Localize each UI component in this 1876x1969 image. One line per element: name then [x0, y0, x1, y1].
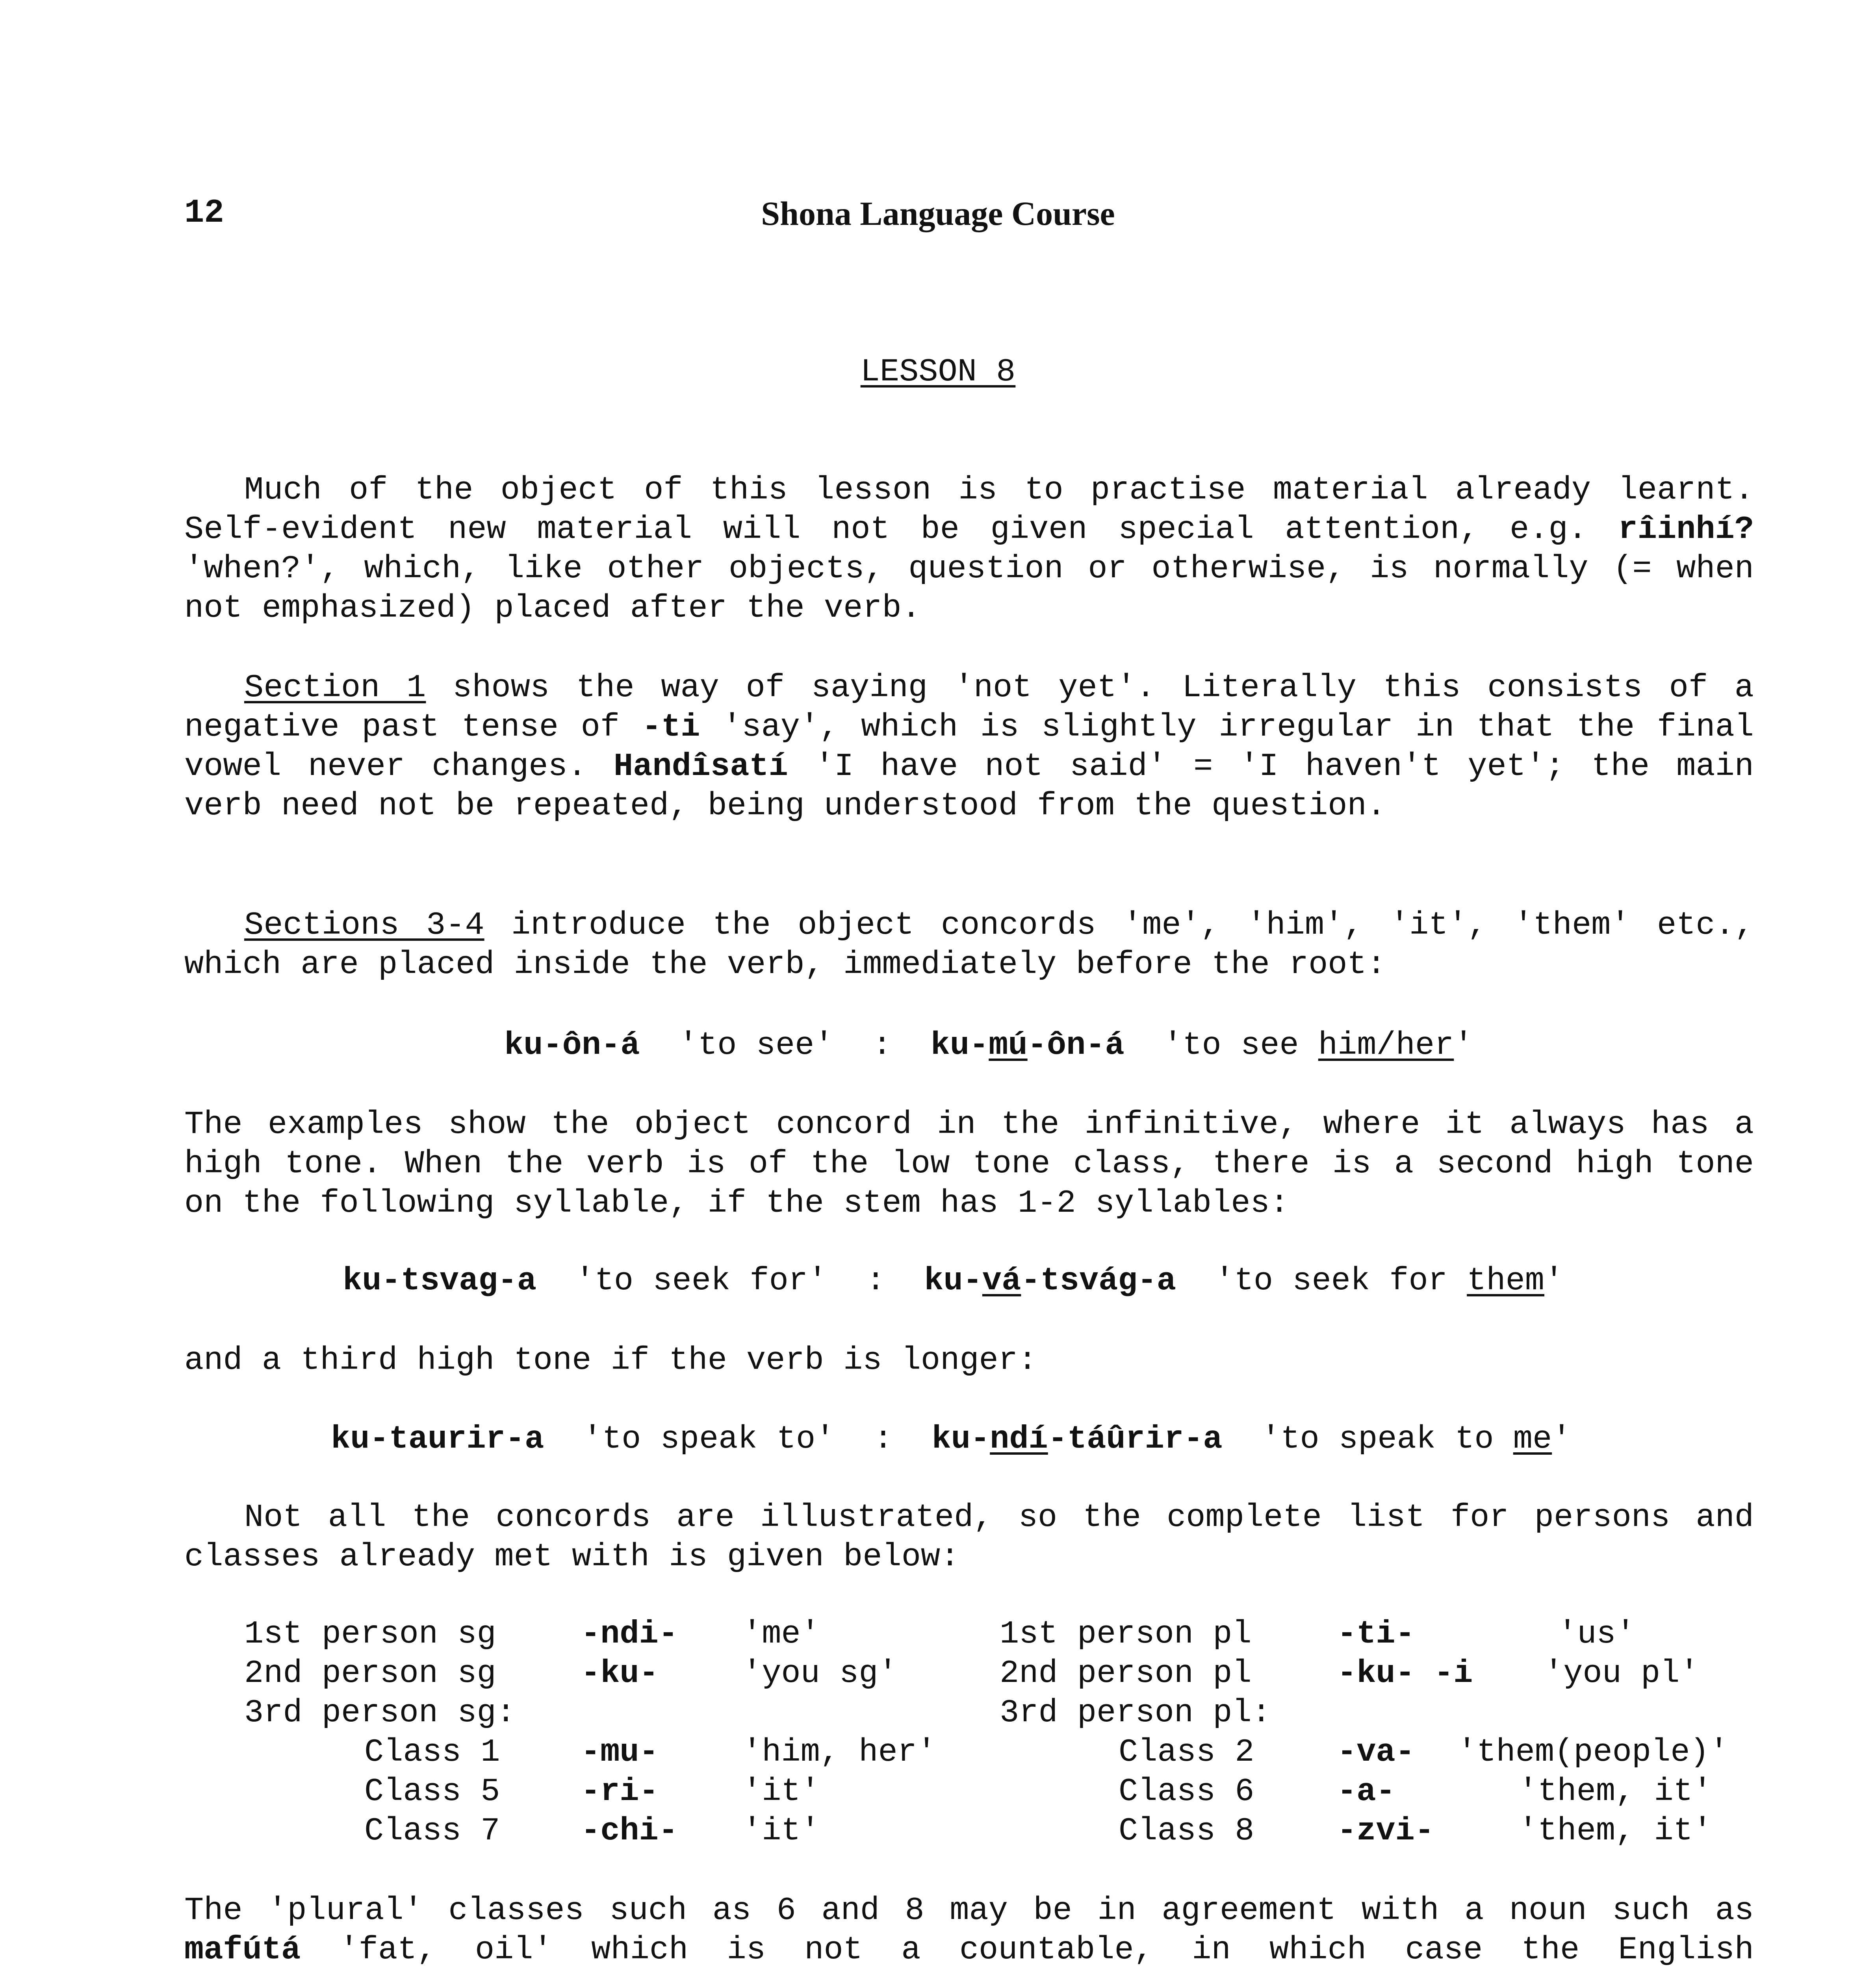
concord-row-gloss: 'me': [742, 1616, 820, 1652]
concord-row-concord: -ku-: [581, 1655, 659, 1692]
paragraph-section-1: Section 1 shows the way of saying 'not yet'. Literally this consists of a negative past tense of -ti 'say', which is slightly irregular in that the final vowel never changes. Handîsatí 'I have not said' = 'I haven't yet'; the main verb need not be repeated, being understood from the question.: [184, 669, 1754, 824]
concord-row-person: 1st person sg: [244, 1616, 496, 1652]
concord-row-gloss: 'us': [1558, 1616, 1635, 1652]
example-see: ku-ôn-á 'to see' : ku-mú-ôn-á 'to see him/her': [504, 1027, 1473, 1064]
concord-row-concord: -a-: [1337, 1773, 1395, 1810]
concord-row-gloss: 'you pl': [1544, 1655, 1699, 1692]
concord-row-person: 3rd person pl:: [1000, 1695, 1271, 1731]
concord-row-person: 2nd person pl: [1000, 1655, 1252, 1692]
concord-row-person: 2nd person sg: [244, 1655, 496, 1692]
concord-row-concord: -ndi-: [581, 1616, 678, 1652]
running-header-title: Shona Language Course: [761, 195, 1115, 232]
concord-row-concord: -zvi-: [1337, 1813, 1434, 1849]
page-number: 12: [184, 195, 224, 232]
concord-row-class: Class 7: [364, 1813, 500, 1849]
concord-row-concord: -mu-: [581, 1734, 659, 1771]
concord-row-gloss: 'them, it': [1518, 1813, 1713, 1849]
concord-row-concord: -va-: [1337, 1734, 1415, 1771]
concord-row-class: Class 1: [364, 1734, 500, 1771]
concord-row-person: 3rd person sg:: [244, 1695, 516, 1731]
lesson-title: LESSON 8: [860, 354, 1016, 390]
concord-row-concord: -ri-: [581, 1773, 659, 1810]
section-1-link: Section 1: [244, 669, 426, 706]
concord-row-gloss: 'him, her': [742, 1734, 937, 1771]
sections-3-4-link: Sections 3-4: [244, 907, 484, 944]
example-speak: ku-taurir-a 'to speak to' : ku-ndí-táûrir-a 'to speak to me': [331, 1421, 1572, 1457]
paragraph-sections-3-4: Sections 3-4 introduce the object concords 'me', 'him', 'it', 'them' etc., which are placed inside the verb, immediately before the root:: [184, 907, 1754, 983]
paragraph-plural-classes: The 'plural' classes such as 6 and 8 may be in agreement with a noun such as mafútá 'fat, oil' which is not a countable, in which case the English: [184, 1892, 1754, 1968]
paragraph-concord-list: Not all the concords are illustrated, so the complete list for persons and classes already met with is given below:: [184, 1499, 1754, 1575]
paragraph-tone: The examples show the object concord in the infinitive, where it always has a high tone. When the verb is of the low tone class, there is a second high tone on the following syllable, if the stem has 1-2 syllables:: [184, 1106, 1754, 1222]
example-seek: ku-tsvag-a 'to seek for' : ku-vá-tsvág-a 'to seek for them': [343, 1263, 1564, 1299]
concord-row-gloss: 'it': [742, 1773, 820, 1810]
concord-row-class: Class 8: [1119, 1813, 1254, 1849]
concord-row-gloss: 'them(people)': [1457, 1734, 1729, 1771]
concord-row-concord: -chi-: [581, 1813, 678, 1849]
concord-row-person: 1st person pl: [1000, 1616, 1252, 1652]
concord-row-class: Class 6: [1119, 1773, 1254, 1810]
paragraph-intro: Much of the object of this lesson is to practise material already learnt. Self-evident new material will not be given special attention, e.g. rîinhí? 'when?', which, like other objects, question or otherwise, is normally (= when not emphasized) placed after the verb.: [184, 472, 1754, 627]
concord-row-gloss: 'you sg': [742, 1655, 898, 1692]
paragraph-third-tone: and a third high tone if the verb is longer:: [184, 1342, 1037, 1379]
concord-row-class: Class 5: [364, 1773, 500, 1810]
concord-row-concord: -ti-: [1337, 1616, 1415, 1652]
concord-row-gloss: 'them, it': [1518, 1773, 1713, 1810]
concord-row-class: Class 2: [1119, 1734, 1254, 1771]
concord-row-gloss: 'it': [742, 1813, 820, 1849]
concord-row-concord: -ku- -i: [1337, 1655, 1473, 1692]
